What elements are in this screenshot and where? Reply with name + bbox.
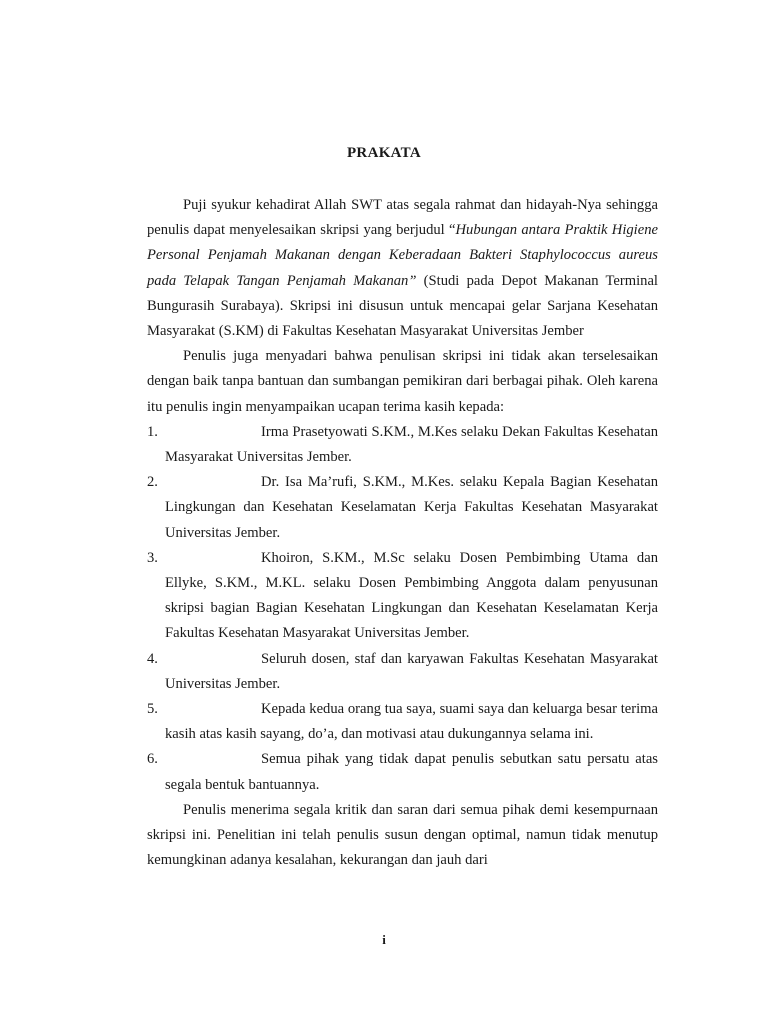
- list-item-number: 4.: [147, 650, 158, 667]
- list-item: [147, 546, 658, 647]
- acknowledgement-list: [147, 420, 658, 798]
- list-item: [147, 747, 658, 797]
- list-item: [147, 647, 658, 697]
- list-item-text: Kepada kedua orang tua saya, suami saya dan keluarga besar terima kasih atas kasih sayang, do’a, dan motivasi atau dukungannya selama ini.: [165, 701, 658, 743]
- intro-paragraph: [147, 193, 658, 344]
- page-title: PRAKATA: [346, 145, 422, 161]
- thesis-title: Hubungan antara Praktik Higiene Personal Penjamah Makanan dengan Keberadaan Bakteri Staphylococcus aureus pada Telapak Tangan Penjamah Makanan”: [147, 222, 658, 289]
- list-item-text: Irma Prasetyowati S.KM., M.Kes selaku Dekan Fakultas Kesehatan Masyarakat Universitas Jember.: [165, 423, 658, 466]
- list-item-text: Semua pihak yang tidak dapat penulis sebutkan satu persatu atas segala bentuk bantuannya.: [165, 751, 658, 793]
- list-item-text: Seluruh dosen, staf dan karyawan Fakultas Kesehatan Masyarakat Universitas Jember.: [165, 650, 658, 692]
- list-item-number: 6.: [147, 751, 158, 768]
- list-item: [147, 697, 658, 747]
- list-item-number: 3.: [147, 549, 158, 566]
- list-item-number: 5.: [147, 701, 158, 718]
- closing-paragraph: Penulis menerima segala kritik dan saran dari semua pihak demi kesempurnaan skripsi ini. Penelitian ini telah penulis susun dengan optimal, namun tidak menutup kemungkinan adanya kesalahan, kekurangan dan jauh dari: [147, 801, 658, 869]
- intro-text-end: (Studi pada Depot Makanan Terminal Bungurasih Surabaya). Skripsi ini disusun untuk mencapai gelar Sarjana Kesehatan Masyarakat (S.KM) di Fakultas Kesehatan Masyarakat Universitas Jember: [147, 272, 658, 340]
- list-item: [147, 470, 658, 546]
- acknowledgement-intro: Penulis juga menyadari bahwa penulisan skripsi ini tidak akan terselesaikan dengan baik tanpa bantuan dan sumbangan pemikiran dari berbagai pihak. Oleh karena itu penulis ingin menyampaikan ucapan terima kasih kepada:: [147, 348, 658, 415]
- page-number: i: [382, 932, 386, 947]
- list-item: [147, 420, 658, 470]
- list-item-number: 2.: [147, 474, 158, 491]
- list-item-text: Khoiron, S.KM., M.Sc selaku Dosen Pembimbing Utama dan Ellyke, S.KM., M.KL. selaku Dosen Pembimbing Anggota dalam penyusunan skripsi bagian Bagian Kesehatan Lingkungan dan Kesehatan Keselamatan Kerja Fakultas Kesehatan Masyarakat Universitas Jember.: [165, 549, 658, 642]
- document-body: [147, 193, 658, 873]
- list-item-number: 1.: [147, 423, 158, 440]
- list-item-text: Dr. Isa Ma’rufi, S.KM., M.Kes. selaku Kepala Bagian Kesehatan Lingkungan dan Kesehatan Keselamatan Kerja Fakultas Kesehatan Masyarakat Universitas Jember.: [165, 474, 658, 541]
- intro-text-start: Puji syukur kehadirat Allah SWT atas segala rahmat dan hidayah-Nya sehingga penulis dapat menyelesaikan skripsi yang berjudul “: [147, 197, 658, 239]
